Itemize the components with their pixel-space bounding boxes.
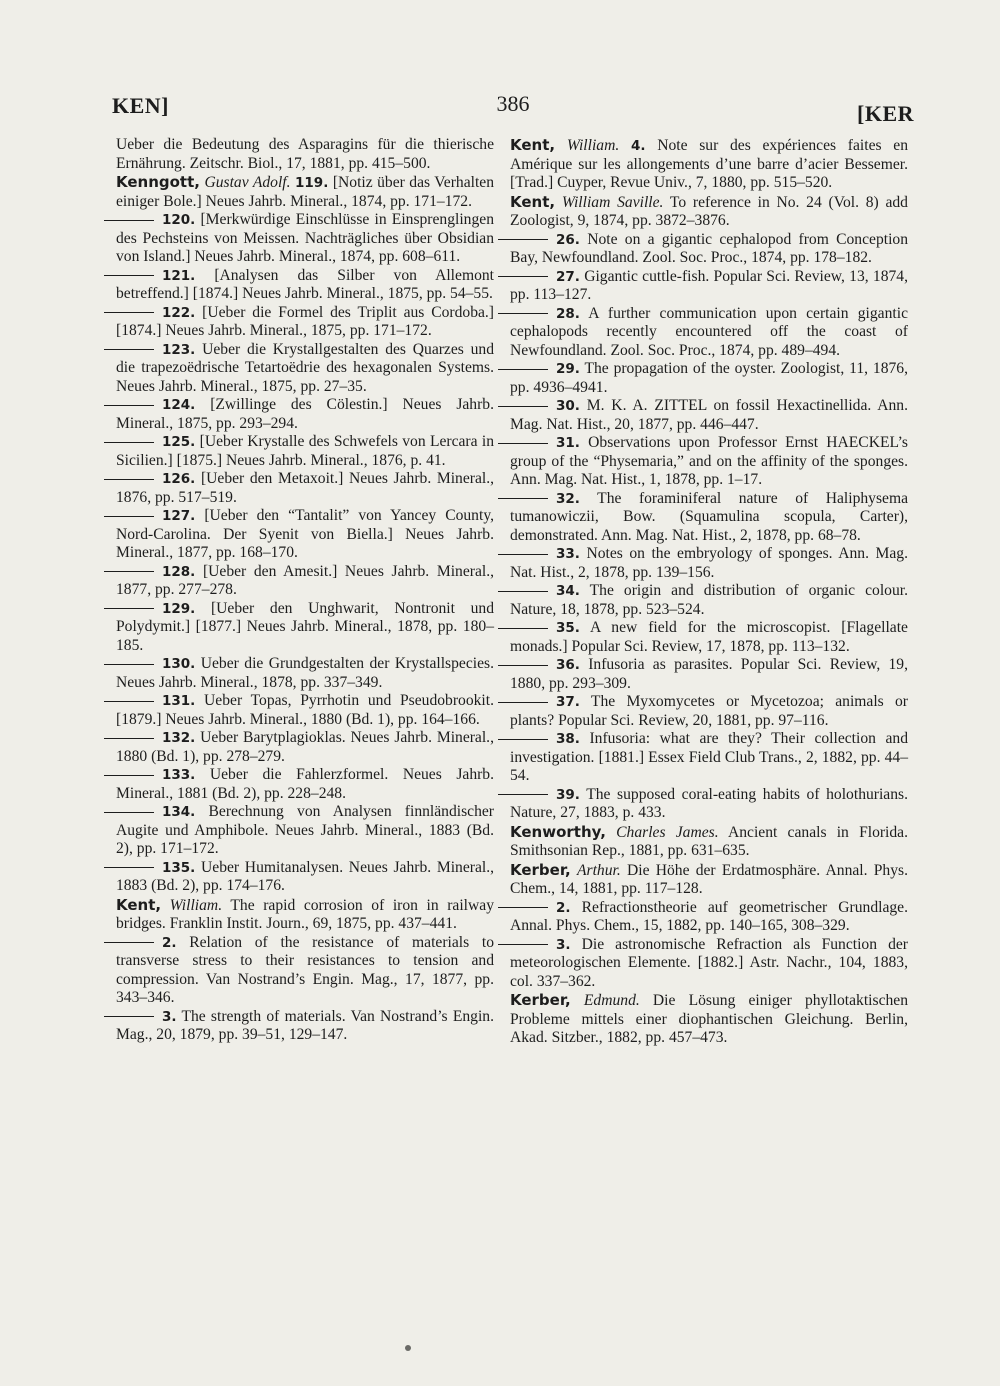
header-left: KEN]	[112, 93, 169, 118]
entry-text: Infusoria: what are they? Their collection and investigation. [1881.] Essex Field Club Trans., 2, 1882, pp. 44–54.	[510, 730, 908, 784]
entry-number: 135.	[162, 859, 196, 876]
ditto-dash	[104, 349, 154, 350]
entry-number: 121.	[162, 267, 196, 284]
bibliography-entry	[510, 656, 908, 693]
entry-given-name: William Saville.	[561, 193, 664, 211]
bibliography-entry	[510, 582, 908, 619]
entry-text: The strength of materials. Van Nostrand’s Engin. Mag., 20, 1879, pp. 39–51, 129–147.	[116, 1007, 494, 1043]
entry-text: Ueber Humitanalysen. Neues Jahrb. Mineral., 1883 (Bd. 2), pp. 174–176.	[116, 858, 494, 894]
entry-text: Ueber Barytplagioklas. Neues Jahrb. Mineral., 1880 (Bd. 1), pp. 278–279.	[116, 729, 494, 765]
bibliography-entry	[510, 305, 908, 361]
entry-given-name: William.	[566, 137, 620, 154]
entry-author: Kent,	[510, 192, 556, 211]
entry-text: To reference in No. 24 (Vol. 8) add Zoologist, 9, 1874, pp. 3872–3876.	[510, 193, 908, 229]
ditto-dash	[104, 516, 154, 517]
entry-author: Kenngott,	[116, 173, 200, 191]
entry-text: Ueber die Grundgestalten der Krystallspecies. Neues Jahrb. Mineral., 1878, pp. 337–349.	[116, 655, 494, 691]
ditto-dash	[498, 628, 548, 629]
bibliography-entry	[116, 859, 494, 896]
ditto-dash	[104, 664, 154, 665]
entry-number: 128.	[162, 563, 196, 580]
entry-number: 122.	[162, 304, 196, 321]
entry-text: Ueber die Krystallgestalten des Quarzes und die trapezoëdrische Tetartoëdrie des hexagonalen Systems. Neues Jahrb. Mineral., 1875, pp. 27–35.	[116, 340, 495, 395]
entry-given-name: Edmund.	[583, 992, 640, 1009]
bibliography-entry	[510, 434, 908, 490]
entry-text: Ueber die Fahlerzformel. Neues Jahrb. Mineral., 1881 (Bd. 2), pp. 228–248.	[116, 766, 495, 802]
entry-text: Ueber Topas, Pyrrhotin und Pseudobrookit. [1879.] Neues Jahrb. Mineral., 1880 (Bd. 1), pp. 164–166.	[116, 692, 494, 728]
entry-text: Die Lösung einiger phyllotaktischen Probleme mittels einer diophantischen Gleichung. Berlin, Akad. Sitzber., 1882, pp. 457–473.	[510, 992, 909, 1046]
entry-text: The origin and distribution of organic colour. Nature, 18, 1878, pp. 523–524.	[510, 582, 908, 618]
bibliography-entry	[116, 433, 494, 470]
ditto-dash	[498, 239, 548, 240]
bibliography-entry	[116, 507, 494, 563]
entry-text: The foraminiferal nature of Haliphysema tumanowiczii, Bow. (Squamulina scopula, Carter), demonstrated. Ann. Mag. Nat. Hist., 2, 1878, pp. 68–78.	[510, 489, 908, 544]
ditto-dash	[498, 794, 548, 795]
bibliography-entry	[510, 619, 908, 656]
ditto-dash	[104, 220, 154, 221]
entry-number: 120.	[162, 212, 196, 228]
entry-number: 38.	[556, 731, 580, 747]
entry-text: Note sur des expériences faites en Amérique sur les allongements d’une barre d’acier Bessemer. [Trad.] Cuyper, Revue Univ., 7, 1880, pp. 515–520.	[510, 137, 908, 191]
bibliography-entry	[116, 267, 494, 304]
entry-text: [Notiz über das Verhalten einiger Bole.] Neues Jahrb. Mineral., 1874, pp. 171–172.	[116, 174, 495, 210]
ditto-dash	[498, 406, 548, 407]
entry-text: Observations upon Professor Ernst HAECKEL’s group of the “Physemaria,” and on the affinity of the sponges. Ann. Mag. Nat. Hist., 1, 1878, pp. 1–17.	[510, 434, 908, 488]
entry-text: [Ueber den Amesit.] Neues Jahrb. Mineral., 1877, pp. 277–278.	[116, 562, 494, 598]
entry-number: 129.	[162, 600, 196, 617]
ditto-dash	[498, 498, 548, 499]
entry-text: Ueber die Bedeutung des Asparagins für die thierische Ernährung. Zeitschr. Biol., 17, 1881, pp. 415–500.	[116, 136, 494, 172]
ditto-dash	[104, 738, 154, 739]
bibliography-entry	[510, 490, 908, 546]
bibliography-entry	[116, 655, 494, 692]
entry-text: Berechnung von Analysen finnländischer Augite und Amphibole. Neues Jahrb. Mineral., 1883 (Bd. 2), pp. 171–172.	[116, 803, 494, 857]
entry-number: 2.	[556, 899, 571, 916]
bibliography-entry	[116, 304, 494, 341]
ditto-dash	[104, 608, 154, 609]
entry-text: A new field for the microscopist. [Flagellate monads.] Popular Sci. Review, 17, 1878, pp. 113–132.	[510, 619, 908, 655]
bibliography-entry	[116, 766, 494, 803]
entry-given-name: Gustav Adolf.	[204, 174, 291, 191]
entry-number: 3.	[556, 936, 571, 953]
entry-number: 125.	[162, 434, 196, 450]
ditto-dash	[498, 443, 548, 444]
bibliography-entry	[116, 341, 494, 397]
entry-number: 130.	[162, 656, 196, 672]
entry-text: Infusoria as parasites. Popular Sci. Review, 19, 1880, pp. 293–309.	[510, 656, 908, 692]
left-column	[116, 136, 494, 1045]
bibliography-entry	[116, 470, 494, 507]
ditto-dash	[104, 701, 154, 702]
entry-number: 3.	[162, 1008, 177, 1025]
entry-number: 35.	[556, 620, 580, 636]
bibliography-entry	[510, 991, 908, 1048]
ditto-dash	[104, 571, 154, 572]
entry-number: 30.	[556, 398, 580, 414]
right-column	[510, 136, 908, 1048]
bibliography-entry	[116, 563, 494, 600]
ditto-dash	[498, 591, 548, 592]
entry-number: 26.	[556, 231, 580, 248]
entry-number: 127.	[162, 508, 196, 524]
entry-number: 39.	[556, 786, 580, 803]
ditto-dash	[498, 944, 548, 945]
ditto-dash	[498, 313, 548, 314]
entry-text: Ancient canals in Florida. Smithsonian Rep., 1881, pp. 631–635.	[510, 823, 909, 859]
running-header	[112, 93, 914, 127]
ditto-dash	[498, 369, 548, 370]
bibliography-entry	[116, 173, 494, 211]
bibliography-entry	[510, 730, 908, 786]
entry-text: [Ueber Krystalle des Schwefels von Lercara in Sicilien.] [1875.] Neues Jahrb. Mineral., 1876, p. 41.	[116, 433, 494, 469]
entry-author: Kerber,	[510, 860, 571, 879]
entry-number: 2.	[162, 934, 177, 951]
entry-number: 131.	[162, 693, 196, 709]
header-right: [KER	[857, 101, 914, 126]
bibliography-entry	[510, 193, 908, 231]
entry-number: 33.	[556, 546, 580, 562]
entry-author: Kent,	[510, 136, 556, 154]
ditto-dash	[104, 405, 154, 406]
bibliography-entry	[510, 936, 908, 992]
entry-text: A further communication upon certain gigantic cephalopods recently encountered off the coast of Newfoundland. Zool. Soc. Proc., 1874, pp. 489–494.	[510, 304, 908, 359]
entry-given-name: Charles James.	[616, 823, 719, 841]
ditto-dash	[104, 312, 154, 313]
entry-text: [Merkwürdige Einschlüsse in Einsprenglingen des Pechsteins von Meissen. Nachträgliches über Obsidian von Island.] Neues Jahrb. Mineral., 1874, pp. 608–611.	[116, 211, 494, 265]
entry-author: Kerber,	[510, 991, 571, 1009]
page-mark	[405, 1345, 411, 1351]
entry-text: Refractionstheorie auf geometrischer Grundlage. Annal. Phys. Chem., 15, 1882, pp. 140–165, 308–329.	[510, 898, 908, 934]
entry-text: The Myxomycetes or Mycetozoa; animals or plants? Popular Sci. Review, 20, 1881, pp. 97–116.	[510, 693, 908, 729]
entry-number: 119.	[295, 175, 329, 191]
entry-text: Gigantic cuttle-fish. Popular Sci. Review, 13, 1874, pp. 113–127.	[510, 267, 908, 303]
ditto-dash	[104, 442, 154, 443]
entry-number: 28.	[556, 305, 580, 322]
entry-author: Kenworthy,	[510, 822, 606, 841]
bibliography-entry	[510, 545, 908, 582]
entry-number: 132.	[162, 730, 196, 746]
bibliography-entry	[116, 211, 494, 267]
ditto-dash	[104, 942, 154, 943]
bibliography-entry	[510, 861, 908, 899]
entry-number: 123.	[162, 341, 196, 358]
entry-number: 37.	[556, 694, 580, 710]
bibliography-entry	[510, 136, 908, 193]
entry-author: Kent,	[116, 895, 162, 914]
entry-number: 4.	[630, 138, 646, 154]
entry-number: 27.	[556, 268, 580, 285]
bibliography-entry	[510, 360, 908, 397]
bibliography-entry	[510, 786, 908, 823]
entry-number: 31.	[556, 435, 580, 451]
ditto-dash	[498, 739, 548, 740]
entry-number: 29.	[556, 361, 580, 377]
page-number: 386	[496, 91, 530, 116]
entry-text: Die Höhe der Erdatmosphäre. Annal. Phys. Chem., 14, 1881, pp. 117–128.	[510, 861, 908, 897]
entry-text: The rapid corrosion of iron in railway bridges. Franklin Instit. Journ., 69, 1875, pp. 437–441.	[116, 896, 494, 932]
entry-number: 126.	[162, 471, 196, 487]
bibliography-entry	[116, 396, 494, 433]
bibliography-entry	[116, 600, 494, 656]
entry-text: [Analysen das Silber von Allemont betreffend.] [1874.] Neues Jahrb. Mineral., 1875, pp. 54–55.	[116, 266, 494, 302]
ditto-dash	[104, 479, 154, 480]
entry-number: 124.	[162, 397, 196, 413]
bibliography-entry	[510, 823, 908, 861]
bibliography-entry	[116, 136, 494, 173]
bibliography-entry	[116, 1008, 494, 1045]
entry-number: 32.	[556, 490, 580, 507]
ditto-dash	[498, 554, 548, 555]
ditto-dash	[104, 812, 154, 813]
entry-text: The supposed coral-eating habits of holothurians. Nature, 27, 1883, p. 433.	[510, 785, 908, 821]
ditto-dash	[498, 665, 548, 666]
entry-text: Die astronomische Refraction als Function der meteorologischen Elemente. [1882.] Astr. Nachr., 104, 1883, col. 337–362.	[510, 935, 908, 990]
entry-text: Note on a gigantic cephalopod from Conception Bay, Newfoundland. Zool. Soc. Proc., 1874, pp. 178–182.	[510, 230, 908, 266]
ditto-dash	[498, 702, 548, 703]
bibliography-entry	[116, 803, 494, 859]
entry-number: 34.	[556, 583, 580, 599]
bibliography-entry	[116, 896, 494, 934]
entry-number: 134.	[162, 804, 196, 820]
bibliography-entry	[510, 268, 908, 305]
entry-number: 133.	[162, 767, 196, 783]
ditto-dash	[104, 775, 154, 776]
bibliography-entry	[116, 934, 494, 1008]
bibliography-entry	[116, 729, 494, 766]
entry-text: [Ueber den “Tantalit” von Yancey County, Nord-Carolina. Der Syenit von Biella.] Neues Jahrb. Mineral., 1877, pp. 168–170.	[116, 507, 494, 561]
bibliography-entry	[510, 693, 908, 730]
ditto-dash	[104, 1016, 154, 1017]
bibliography-entry	[116, 692, 494, 729]
entry-number: 36.	[556, 657, 580, 673]
bibliography-entry	[510, 397, 908, 434]
entry-text: [Ueber den Unghwarit, Nontronit und Polydymit.] [1877.] Neues Jahrb. Mineral., 1878, pp. 180–185.	[116, 599, 494, 654]
entry-text: [Ueber den Metaxoit.] Neues Jahrb. Mineral., 1876, pp. 517–519.	[116, 470, 494, 506]
entry-given-name: William.	[169, 896, 223, 914]
ditto-dash	[498, 276, 548, 277]
entry-given-name: Arthur.	[576, 861, 621, 879]
entry-text: The propagation of the oyster. Zoologist, 11, 1876, pp. 4936–4941.	[510, 360, 908, 396]
entry-text: [Zwillinge des Cölestin.] Neues Jahrb. Mineral., 1875, pp. 293–294.	[116, 396, 494, 432]
entry-text: M. K. A. ZITTEL on fossil Hexactinellida. Ann. Mag. Nat. Hist., 20, 1877, pp. 446–447.	[510, 397, 908, 433]
bibliography-entry	[510, 899, 908, 936]
ditto-dash	[104, 867, 154, 868]
ditto-dash	[104, 275, 154, 276]
bibliography-entry	[510, 231, 908, 268]
entry-text: [Ueber die Formel des Triplit aus Cordoba.] [1874.] Neues Jahrb. Mineral., 1875, pp. 171–172.	[116, 303, 495, 339]
entry-text: Relation of the resistance of materials to transverse stress to their resistances to tension and compression. Van Nostrand’s Engin. Mag., 17, 1877, pp. 343–346.	[116, 933, 495, 1006]
entry-text: Notes on the embryology of sponges. Ann. Mag. Nat. Hist., 2, 1878, pp. 139–156.	[510, 545, 908, 581]
ditto-dash	[498, 907, 548, 908]
